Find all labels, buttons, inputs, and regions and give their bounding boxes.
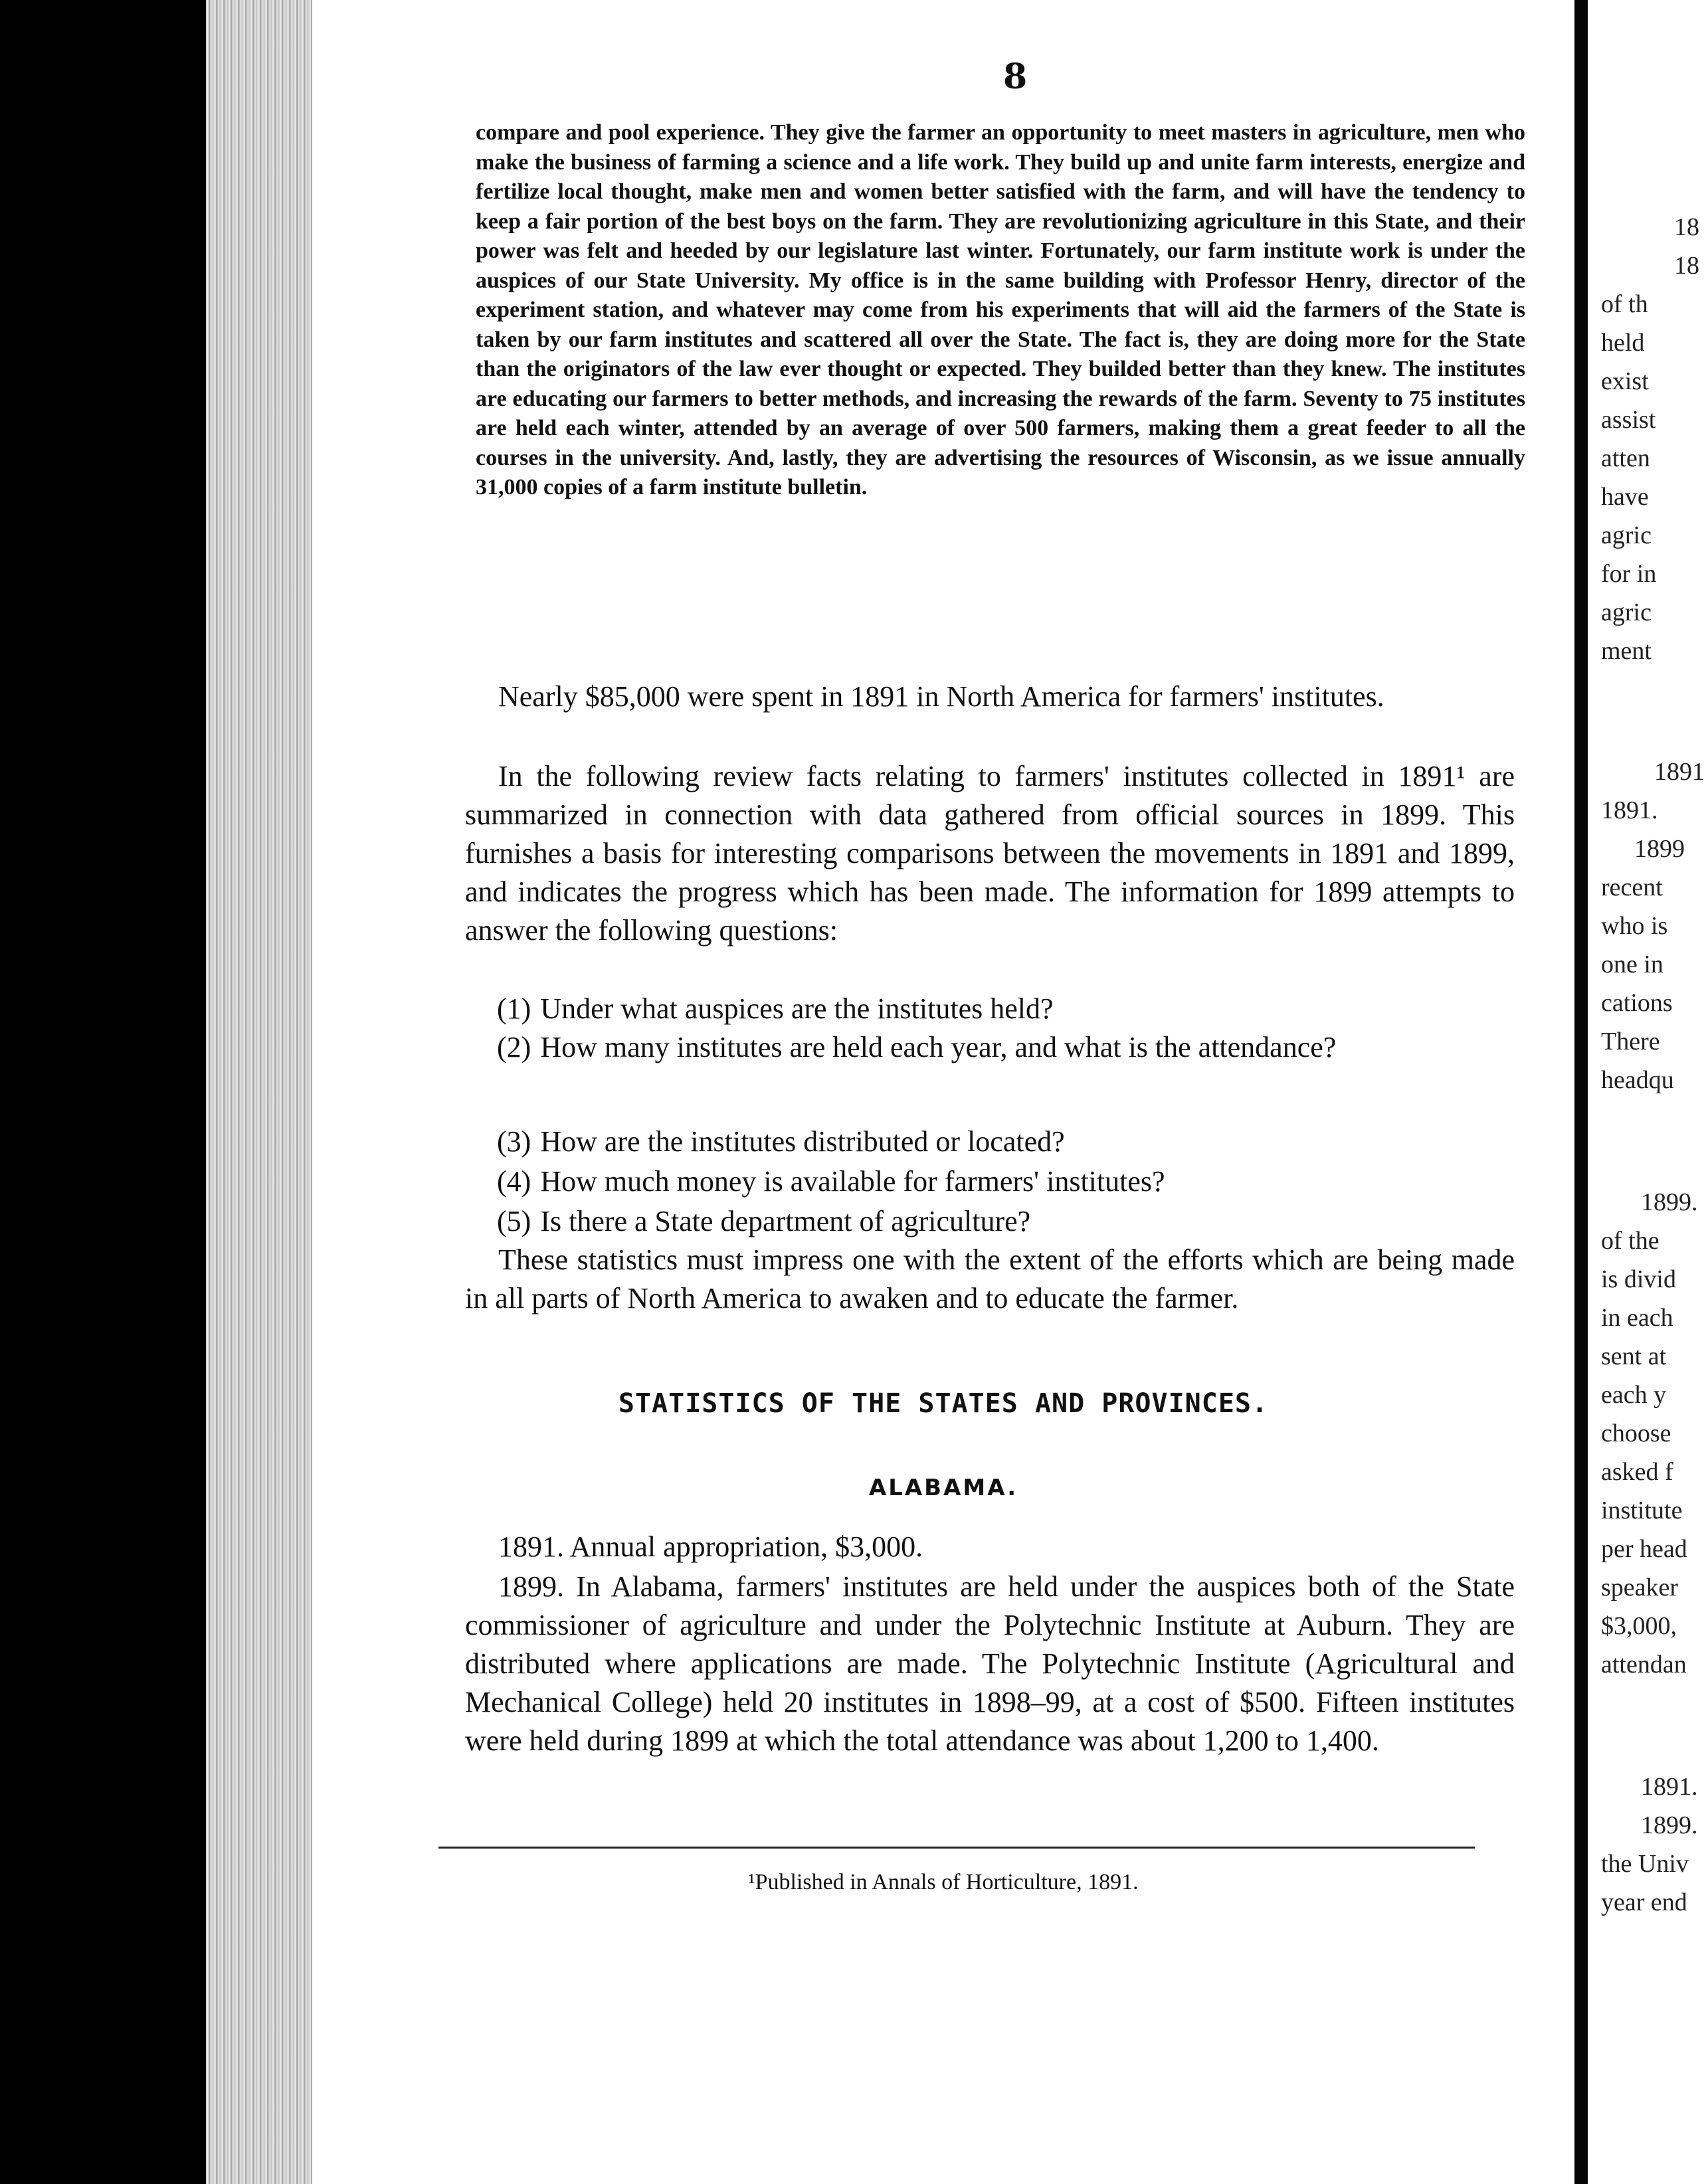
paragraph-spending: Nearly $85,000 were spent in 1891 in North America for farmers' institutes.: [498, 680, 1384, 713]
adjacent-text: institute: [1601, 1497, 1683, 1524]
alabama-1891: 1891. Annual appropriation, $3,000.: [498, 1530, 923, 1563]
adjacent-text: 18: [1674, 213, 1699, 241]
adjacent-text: 1891.: [1641, 1773, 1698, 1801]
adjacent-text: year end: [1601, 1888, 1687, 1916]
footnote: ¹Published in Annals of Horticulture, 1891.: [748, 1870, 1139, 1894]
scan-background: [0, 0, 206, 2184]
adjacent-text: headqu: [1601, 1066, 1674, 1094]
question-item: (2) How many institutes are held each year, and what is the attendance?: [497, 1031, 1337, 1063]
adjacent-text: per head: [1601, 1535, 1687, 1563]
adjacent-page: [1588, 0, 1706, 2184]
alabama-1899: 1899. In Alabama, farmers' institutes are held under the auspices both of the State commissioner of agriculture and under the Polytechnic Institute at Auburn. They are distributed where applications are made. The Polytechnic Institute (Agricultural and Mechanical College) held 20 institutes in 1898–99, at a cost of $500. Fifteen institutes were held during 1899 at which the total attendance was about 1,200 to 1,400.: [465, 1570, 1515, 1757]
adjacent-text: 18: [1674, 252, 1699, 280]
adjacent-text: each y: [1601, 1381, 1667, 1409]
adjacent-text: 1899: [1634, 835, 1685, 863]
state-heading: ALABAMA.: [868, 1475, 1018, 1501]
adjacent-text: 1899.: [1641, 1188, 1698, 1216]
question-item: (3) How are the institutes distributed or located?: [497, 1125, 1065, 1158]
adjacent-text: choose: [1601, 1419, 1671, 1447]
adjacent-text: exist: [1601, 367, 1649, 395]
section-heading: STATISTICS OF THE STATES AND PROVINCES.: [618, 1388, 1269, 1419]
book-page: [312, 0, 1574, 2184]
adjacent-text: held: [1601, 329, 1645, 357]
adjacent-text: one in: [1601, 951, 1663, 978]
adjacent-text: of th: [1601, 290, 1648, 318]
question-item: (1) Under what auspices are the institutes held?: [497, 992, 1054, 1025]
adjacent-text: is divid: [1601, 1265, 1676, 1293]
adjacent-text: agric: [1601, 598, 1652, 626]
adjacent-text: who is: [1601, 912, 1668, 940]
adjacent-text: in each: [1601, 1304, 1673, 1332]
paragraph-statistics: These statistics must impress one with the extent of the efforts which are being made in all parts of North America to awaken and to educate the farmer.: [465, 1243, 1515, 1315]
adjacent-text: for in: [1601, 560, 1657, 588]
adjacent-text: sent at: [1601, 1342, 1667, 1370]
adjacent-text: assist: [1601, 406, 1656, 434]
question-item: (5) Is there a State department of agriculture?: [497, 1205, 1031, 1237]
adjacent-text: agric: [1601, 521, 1652, 549]
quoted-paragraph: compare and pool experience. They give the farmer an opportunity to meet masters in agriculture, men who make the business of farming a science and a life work. They build up and unite farm interests, energize and fertilize local thought, make men and women better satisfied with the farm, and will have the tendency to keep a fair portion of the best boys on the farm. They are revolutionizing agriculture in this State, and their power was felt and heeded by our legislature last winter. Fortunately, our farm institute work is under the auspices of our State University. My office is in the same building with Professor Henry, director of the experiment station, and whatever may come from his experiments that will aid the farmers of the State is taken by our farm institutes and scattered all over the State. The fact is, they are doing more for the State than the originators of the law ever thought or expected. They builded better than they knew. The institutes are educating our farmers to better methods, and increasing the rewards of the farm. Seventy to 75 institutes are held each winter, attended by an average of over 500 farmers, making them a great feeder to all the courses in the university. And, lastly, they are advertising the resources of Wisconsin, as we issue annually 31,000 copies of a farm institute bulletin.: [476, 120, 1525, 500]
adjacent-text: the Univ: [1601, 1850, 1689, 1878]
adjacent-text: recent: [1601, 873, 1663, 901]
adjacent-text: atten: [1601, 444, 1650, 472]
adjacent-text: cations: [1601, 989, 1673, 1017]
adjacent-text: $3,000,: [1601, 1612, 1677, 1640]
adjacent-text: attendan: [1601, 1651, 1687, 1679]
paragraph-review: In the following review facts relating to farmers' institutes collected in 1891¹ are summarized in connection with data gathered from official sources in 1899. This furnishes a basis for interesting comparisons between the movements in 1891 and 1899, and indicates the progress which has been made. The information for 1899 attempts to answer the following questions:: [465, 760, 1515, 947]
page-number: 8: [1003, 56, 1028, 97]
adjacent-text: asked f: [1601, 1458, 1673, 1486]
adjacent-text: 1891.: [1601, 796, 1658, 824]
adjacent-text: speaker: [1601, 1574, 1679, 1601]
adjacent-text: of the: [1601, 1227, 1659, 1255]
book-spine: [1574, 0, 1589, 2184]
adjacent-text: 1891: [1654, 758, 1705, 786]
footnote-divider: [438, 1847, 1475, 1849]
page-edge-stack: [206, 0, 322, 2184]
adjacent-text: 1899.: [1641, 1811, 1698, 1839]
adjacent-text: have: [1601, 483, 1649, 511]
adjacent-text: There: [1601, 1028, 1660, 1055]
adjacent-text: ment: [1601, 637, 1652, 665]
question-item: (4) How much money is available for farmers' institutes?: [497, 1165, 1165, 1198]
